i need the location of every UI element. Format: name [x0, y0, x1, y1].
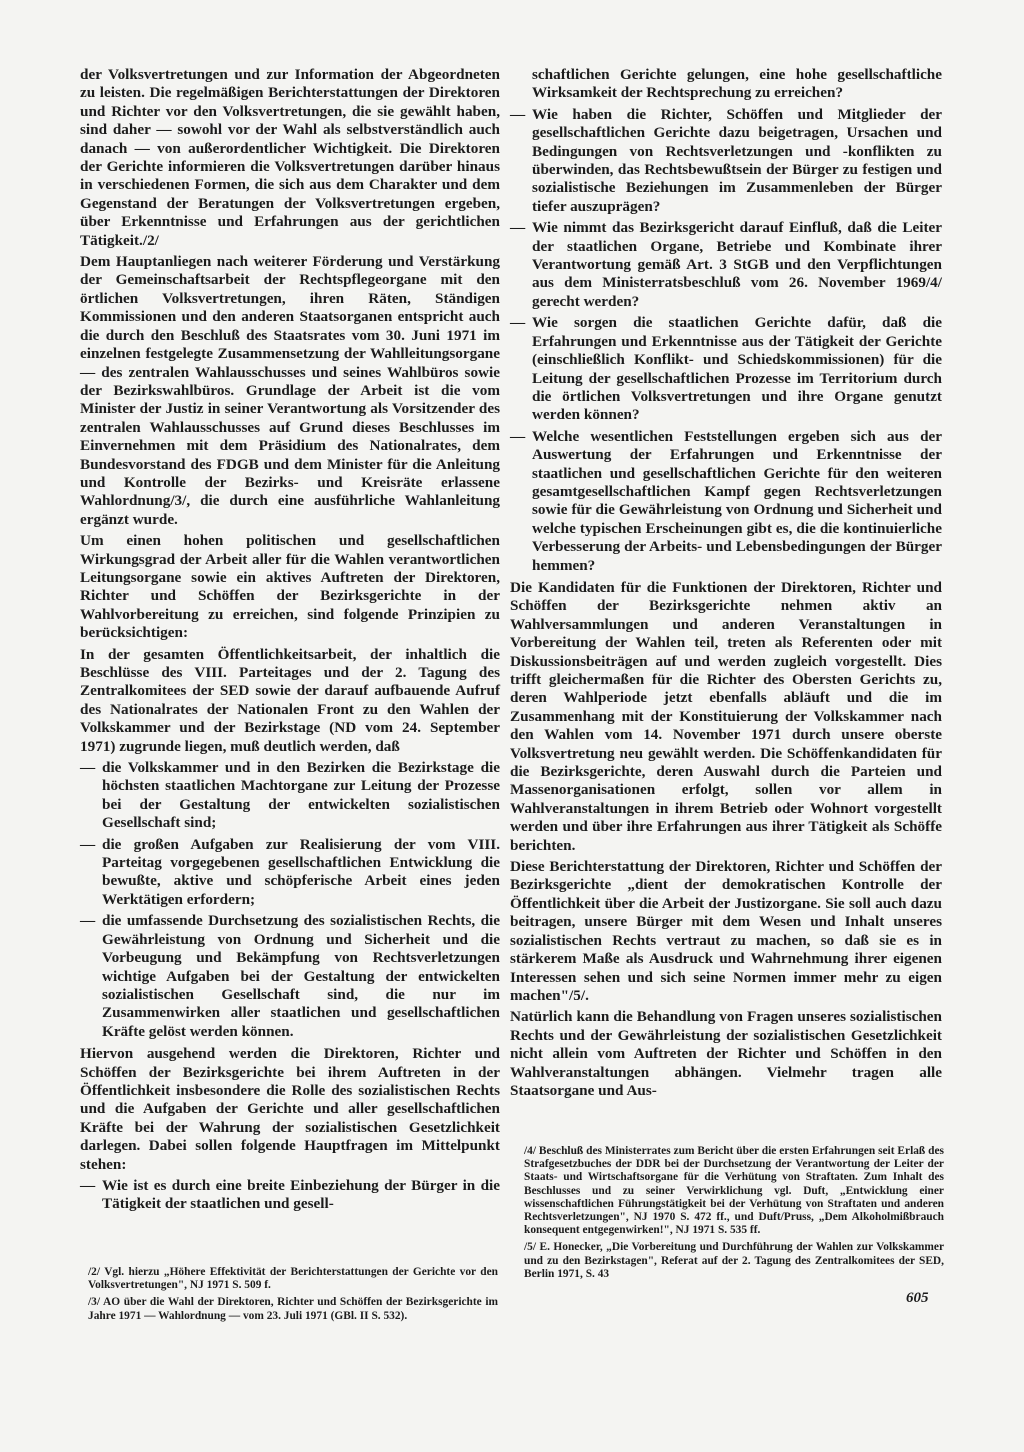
paragraph: der Volksvertretungen und zur Information der Abgeordneten zu leisten. Die regelmäßigen Berichterstattungen der Direktoren und Richter vor den Volksvertretungen, die sie gewählt haben, sind daher — sowohl vor der Wahl als selbstverständlich auch danach — von außerordentlicher Wichtigkeit. Die Direktoren der Gerichte informieren die Volksvertretungen darüber hinaus in verschiedenen Formen, die sich aus dem Charakter und dem Gegenstand der Beratungen der Volksvertretungen ergeben, über Erkenntnisse und Erfahrungen aus der gerichtlichen Tätigkeit./2/ [80, 66, 500, 249]
list-item-text: die großen Aufgaben zur Realisierung der vom VIII. Parteitag vorgegebenen gesellschaftlichen Entwicklung die bewußte, aktive und schöpferische Arbeit eines jeden Werktätigen erfordern; [102, 835, 500, 908]
footnote: /2/ Vgl. hierzu „Höhere Effektivität der Berichterstattungen der Gerichte vor den Volksvertretungen", NJ 1971 S. 509 f. [88, 1266, 498, 1292]
bullet-list [80, 759, 500, 1041]
dash-marker: — [510, 314, 526, 332]
question-list [510, 106, 942, 575]
list-item [80, 836, 500, 910]
right-footnotes [524, 1145, 944, 1285]
left-footnotes [88, 1266, 498, 1327]
list-item [510, 428, 942, 575]
footnote: /5/ E. Honecker, „Die Vorbereitung und Durchführung der Wahlen zur Volkskammer und zu den Bezirkstagen", Referat auf der 2. Tagung des Zentralkomitees der SED, Berlin 1971, S. 43 [524, 1241, 944, 1280]
list-item [510, 219, 942, 311]
page-number: 605 [906, 1290, 929, 1306]
list-item [510, 314, 942, 424]
list-item-text: die umfassende Durchsetzung des sozialistischen Rechts, die Gewährleistung von Ordnung und Sicherheit und die Vorbeugung und Bekämpfung von Rechtsverletzungen wichtige Aufgaben bei der Gestaltung der entwickelten sozialistischen Gesellschaft sind, die nur im Zusammenwirken aller staatlichen und gesellschaftlichen Kräfte gelöst werden können. [102, 912, 500, 1040]
paragraph: schaftlichen Gerichte gelungen, eine hohe gesellschaftliche Wirksamkeit der Rechtsprechung zu erreichen? [532, 66, 942, 102]
dash-marker: — [510, 219, 526, 237]
question-list [80, 1177, 500, 1214]
paragraph: Natürlich kann die Behandlung von Fragen unseres sozialistischen Rechts und der Gewährleistung der sozialistischen Gesetzlichkeit nicht allein vom Auftreten der Richter und Schöffen in den Wahlveranstaltungen abhängen. Vielmehr tragen alle Staatsorgane und Aus- [510, 1008, 942, 1099]
paragraph: Hiervon ausgehend werden die Direktoren, Richter und Schöffen der Bezirksgerichte bei ihrem Auftreten in der Öffentlichkeit insbesondere die Rolle des sozialistischen Rechts und die Aufgaben der Gerichte und aller gesellschaftlichen Kräfte bei der Wahrung der sozialistischen Gesetzlichkeit darlegen. Dabei sollen folgende Hauptfragen im Mittelpunkt stehen: [80, 1045, 500, 1173]
list-item-text: Welche wesentlichen Feststellungen ergeben sich aus der Auswertung der Erfahrungen und Erkenntnisse der staatlichen und gesellschaftlichen Gerichte für den weiteren gesamtgesellschaftlichen Kampf gegen Rechtsverletzungen sowie für die Gewährleistung von Ordnung und Sicherheit und welche typischen Erscheinungen gibt es, die die kontinuierliche Verbesserung der Arbeits- und Lebensbedingungen der Bürger hemmen? [532, 427, 942, 574]
footnote: /4/ Beschluß des Ministerrates zum Bericht über die ersten Erfahrungen seit Erlaß des Strafgesetzbuches der DDR bei der Durchsetzung der Verantwortung der Leiter der Staats- und Wirtschaftsorgane für die Verhütung von Straftaten. Zum Inhalt des Beschlusses und zu seiner Verwirklichung vgl. Duft, „Entwicklung einer wissenschaftlichen Führungstätigkeit bei der Verhütung von Straftaten und anderen Rechtsverletzungen", NJ 1970 S. 472 ff., und Duft/Pruss, „Dem Alkoholmißbrauch konsequent entgegenwirken!", NJ 1971 S. 535 ff. [524, 1145, 944, 1237]
list-item [80, 1177, 500, 1214]
dash-marker: — [80, 759, 96, 777]
dash-marker: — [80, 835, 96, 853]
list-item-text: die Volkskammer und in den Bezirken die Bezirkstage die höchsten staatlichen Machtorgane zur Leitung der Prozesse bei der Gestaltung der entwickelten sozialistischen Gesellschaft sind; [102, 759, 500, 832]
paragraph: Diese Berichterstattung der Direktoren, Richter und Schöffen der Bezirksgerichte „dient der demokratischen Kontrolle der Öffentlichkeit über die Arbeit der Justizorgane. Sie soll auch dazu beitragen, unsere Bürger mit dem Wesen und Inhalt unseres sozialistischen Rechts vertraut zu machen, so daß sie es in stärkerem Maße als Ausdruck und Wahrnehmung ihrer eigenen Interessen sehen und sich seine Normen immer mehr zu eigen machen"/5/. [510, 858, 942, 1004]
right-column [510, 66, 942, 1103]
paragraph: In der gesamten Öffentlichkeitsarbeit, der inhaltlich die Beschlüsse des VIII. Parteitages und der 2. Tagung des Zentralkomitees der SED sowie der darauf aufbauende Aufruf des Nationalrates der Nationalen Front zu den Wahlen der Volkskammer und der Bezirkstage (ND vom 24. September 1971) zugrunde liegen, muß deutlich werden, daß [80, 645, 500, 755]
left-column [80, 66, 500, 1218]
dash-marker: — [80, 912, 96, 930]
paragraph: Die Kandidaten für die Funktionen der Direktoren, Richter und Schöffen der Bezirksgerichte nehmen aktiv an Wahlversammlungen und anderen Veranstaltungen in Vorbereitung der Wahlen teil, treten als Referenten oder mit Diskussionsbeiträgen auf und werden zugleich vorgestellt. Dies trifft gleichermaßen für die Richter des Obersten Gerichts zu, deren Wahlperiode jetzt ebenfalls abläuft und die im Zusammenhang mit der Konstituierung der Volkskammer nach den Wahlen vom 14. November 1971 durch unsere oberste Volksvertretung neu gewählt werden. Die Schöffenkandidaten für die Bezirksgerichte, deren Auswahl durch die Parteien und Massenorganisationen erfolgt, sollen vor allem in Wahlveranstaltungen in ihrem Betrieb oder Wohnort vorgestellt werden und über ihre Erfahrungen aus ihrer Tätigkeit als Schöffe berichten. [510, 578, 942, 854]
list-item-text: Wie haben die Richter, Schöffen und Mitglieder der gesellschaftlichen Gerichte dazu beigetragen, Ursachen und Bedingungen von Rechtsverletzungen und -konflikten zu überwinden, das Rechtsbewußtsein der Bürger zu festigen und sozialistische Beziehungen im Zusammenleben der Bürger tiefer auszuprägen? [532, 105, 942, 215]
list-item [510, 106, 942, 216]
list-item-text: Wie ist es durch eine breite Einbeziehung der Bürger in die Tätigkeit der staatlichen und gesell- [102, 1176, 500, 1213]
paragraph: Um einen hohen politischen und gesellschaftlichen Wirkungsgrad der Arbeit aller für die Wahlen verantwortlichen Leitungsorgane sowie ein aktives Auftreten der Direktoren, Richter und Schöffen der Bezirksgerichte in der Wahlvorbereitung zu erreichen, sind folgende Prinzipien zu berücksichtigen: [80, 532, 500, 642]
list-item [80, 912, 500, 1041]
paragraph: Dem Hauptanliegen nach weiterer Förderung und Verstärkung der Gemeinschaftsarbeit der Rechtspflegeorgane mit den örtlichen Volksvertretungen, ihren Räten, Ständigen Kommissionen und den anderen Staatsorganen entspricht auch die durch den Beschluß des Staatsrates vom 30. Juni 1971 im einzelnen festgelegte Zusammensetzung der Wahlleitungsorgane — des zentralen Wahlausschusses und seines Wahlbüros sowie der Bezirkswahlbüros. Grundlage der Arbeit ist die vom Minister der Justiz in seiner Verantwortung als Vorsitzender des zentralen Wahlausschusses auf Grund dieses Beschlusses im Einvernehmen mit dem Präsidium des Nationalrates, dem Bundesvorstand des FDGB und dem Minister für die Anleitung und Kontrolle der Bezirks- und Kreisräte erlassene Wahlordnung/3/, die durch eine ausführliche Wahlanleitung ergänzt wurde. [80, 253, 500, 528]
dash-marker: — [80, 1176, 96, 1194]
dash-marker: — [510, 105, 526, 123]
list-item-text: Wie sorgen die staatlichen Gerichte dafür, daß die Erfahrungen und Erkenntnisse aus der Tätigkeit der Gerichte (einschließlich Konflikt- und Schiedskommissionen) für die Leitung der gesellschaftlichen Prozesse im Territorium durch die örtlichen Volksvertretungen und ihre Organe genutzt werden können? [532, 314, 942, 424]
footnote: /3/ AO über die Wahl der Direktoren, Richter und Schöffen der Bezirksgerichte im Jahre 1971 — Wahlordnung — vom 23. Juli 1971 (GBl. II S. 532). [88, 1296, 498, 1322]
list-item [80, 759, 500, 833]
dash-marker: — [510, 427, 526, 445]
list-item-text: Wie nimmt das Bezirksgericht darauf Einfluß, daß die Leiter der staatlichen Organe, Betriebe und Kombinate ihrer Verantwortung gemäß Art. 3 StGB und den Verpflichtungen aus dem Ministerratsbeschluß vom 26. November 1969/4/ gerecht werden? [532, 219, 942, 310]
